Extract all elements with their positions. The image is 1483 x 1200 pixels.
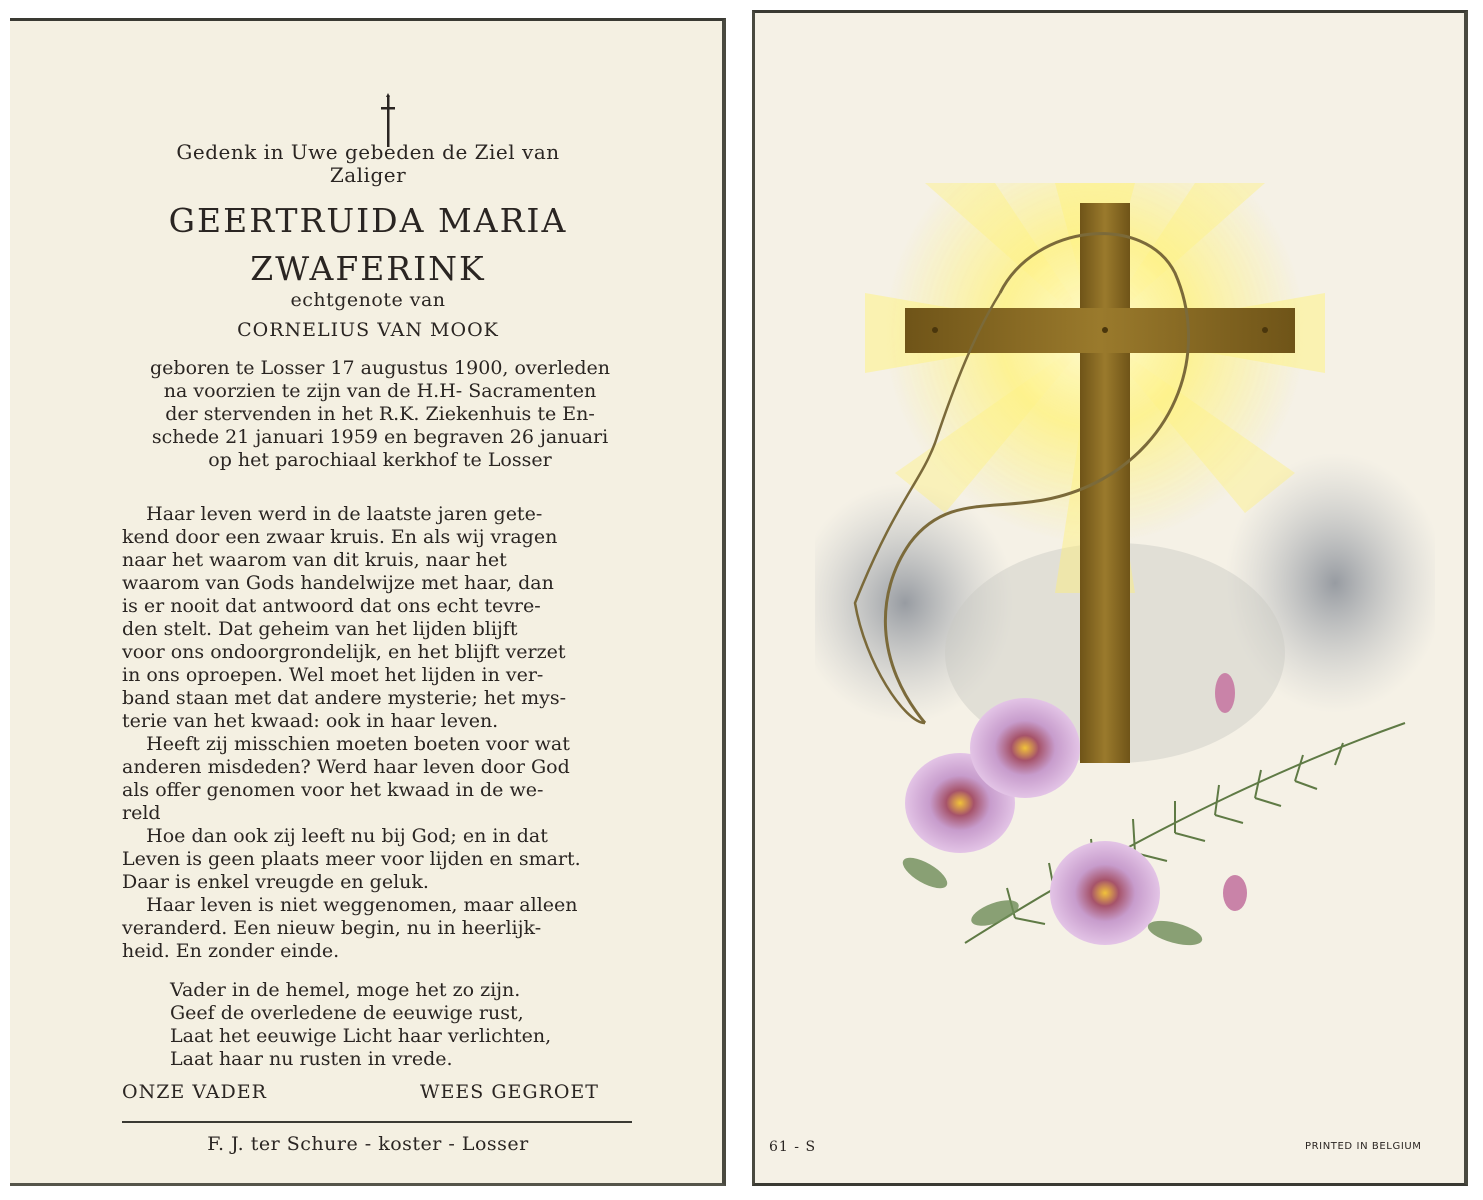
printed-in-belgium: PRINTED IN BELGIUM (1305, 1141, 1422, 1152)
reflection-text: Haar leven werd in de laatste jaren gete- kend door een zwaar kruis. En als wij vragen naar het waarom van dit kruis, naar het waarom van Gods handelwijze met haar, dan is er nooit dat antwoord dat ons echt tevre- den stelt. Dat geheim van het lijden blijft voor ons ondoorgrondelijk, en het blijft verzet in ons oproepen. Wel moet het lijden in ver- band staan met dat andere mysterie; het mys- terie van het kwaad: ook in haar leven. Heeft zij misschien moeten boeten voor wat anderen misdeden? Werd haar leven door God als offer genomen voor het kwaad in de we- reld Hoe dan ook zij leeft nu bij God; en in dat Leven is geen plaats meer voor lijden en smart. Daar is enkel vreugde en geluk. Haar leven is niet weggenomen, maar alleen veranderd. Een nieuw begin, nu in heerlijk- heid. En zonder einde. (122, 503, 581, 962)
spouse-prefix: echtgenote van (290, 289, 446, 311)
printer-credit: F. J. ter Schure - koster - Losser (207, 1133, 529, 1155)
card-code: 61 - S (769, 1139, 817, 1155)
spouse-name: CORNELIUS VAN MOOK (237, 319, 499, 341)
memorial-card-text-side (10, 18, 726, 1186)
prayer-wees-gegroet: WEES GEGROET (420, 1081, 599, 1103)
prayer-onze-vader: ONZE VADER (122, 1081, 267, 1103)
intro-text: Gedenk in Uwe gebeden de Ziel van Zaliger (176, 140, 560, 187)
footer-divider (122, 1121, 632, 1123)
biography-text: geboren te Losser 17 augustus 1900, overleden na voorzien te zijn van de H.H- Sacramenten der stervenden in het R.K. Ziekenhuis te En- schede 21 januari 1959 en begraven 26 januari op het parochiaal kerkhof te Losser (150, 357, 610, 471)
memorial-card-image-side (752, 10, 1468, 1186)
prayer-text: Vader in de hemel, moge het zo zijn. Geef de overledene de eeuwige rust, Laat het eeuwige Licht haar verlichten, Laat haar nu rusten in vrede. (170, 979, 552, 1070)
deceased-name: GEERTRUIDA MARIA ZWAFERINK (168, 201, 568, 288)
cross-illustration (815, 183, 1435, 1043)
